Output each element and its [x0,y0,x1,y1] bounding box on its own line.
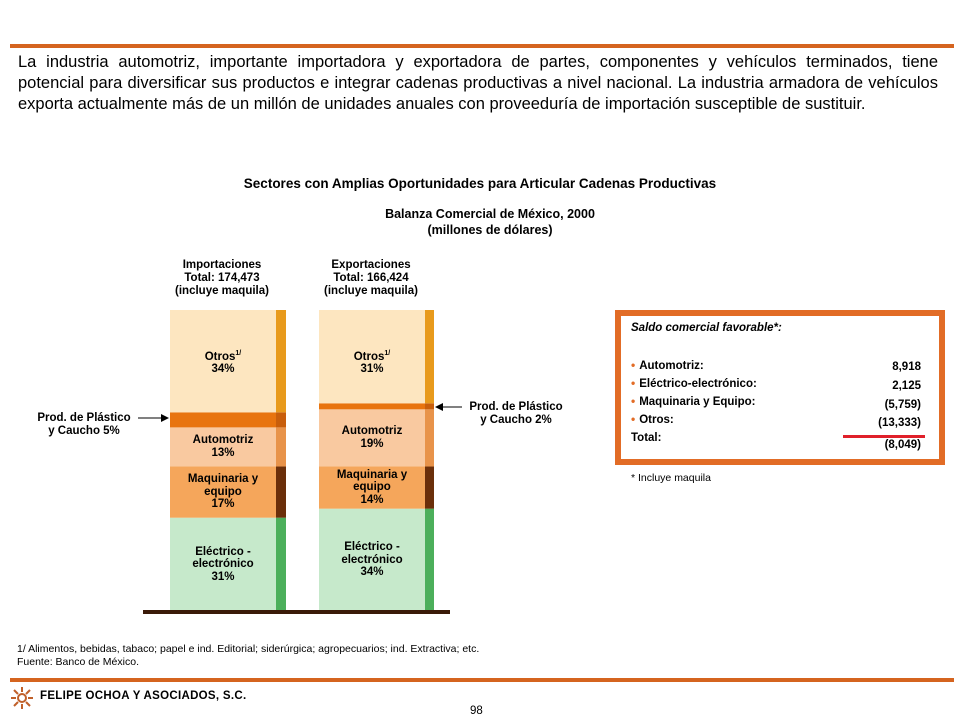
saldo-label: Maquinaria y Equipo: [639,396,756,408]
bullet-icon: • [631,394,636,408]
exports-header-total: Total: 166,424 [333,272,409,284]
source: Fuente: Banco de México. [17,656,139,668]
chart-subtitle: (millones de dólares) [427,223,553,237]
bar-accent-plastico-exports [425,403,434,409]
saldo-value-electrico: 2,125 [892,380,921,392]
bar-segment-plastico-imports [170,412,276,427]
segment-label-maquinaria-exports: Maquinaria y equipo 14% [336,468,408,506]
right-plastic-label-line1: Prod. de Plástico [469,401,563,413]
exports-header-line1: Exportaciones [331,259,411,271]
saldo-value-maquinaria: (5,759) [884,399,921,411]
saldo-box [615,310,945,465]
footnote: 1/ Alimentos, bebidas, tabaco; papel e ind. Editorial; siderúrgica; agropecuarios; ind. Extractiva; etc. [17,643,480,655]
bottom-rule [10,678,954,682]
brand-logo-icon [10,686,34,710]
left-plastic-label [24,412,144,438]
bullet-icon: • [631,376,636,390]
imports-header-line1: Importaciones [182,259,262,271]
saldo-label: Otros: [639,414,674,426]
imports-header-total: Total: 174,473 [184,272,260,284]
saldo-value-automotriz: 8,918 [892,361,921,373]
saldo-row-otros [631,412,674,426]
exports-header-note: (incluye maquila) [324,285,418,297]
segment-label-maquinaria-imports: Maquinaria y equipo 17% [187,473,259,511]
segment-label-electrico-exports: Eléctrico - electrónico 34% [341,541,403,579]
segment-label-automotriz-imports: Automotriz 13% [192,434,254,459]
saldo-row-automotriz [631,358,704,372]
segment-label-otros-exports: Otros$^{1/}$ 31% [353,349,391,375]
saldo-label: Automotriz: [639,360,704,372]
left-plastic-label-line1: Prod. de Plástico [37,412,131,424]
saldo-note: * Incluye maquila [631,472,711,484]
saldo-title: Saldo comercial favorable*: [631,322,782,334]
bar-segment-plastico-exports [319,403,425,409]
right-plastic-label [456,401,576,427]
saldo-row-maquinaria [631,394,756,408]
saldo-label: Eléctrico-electrónico: [639,378,757,390]
imports-header-note: (incluye maquila) [175,285,269,297]
saldo-row-electrico [631,376,757,390]
segment-label-electrico-imports: Eléctrico - electrónico 31% [192,545,254,583]
bullet-icon: • [631,358,636,372]
saldo-total-label: Total: [631,432,662,444]
segment-label-automotriz-exports: Automotriz 19% [341,425,403,450]
right-plastic-label-line2: y Caucho 2% [480,414,552,426]
page-number: 98 [470,705,483,717]
chart-title: Balanza Comercial de México, 2000 [385,207,595,221]
bar-accent-plastico-imports [276,412,286,427]
brand-name: FELIPE OCHOA Y ASOCIADOS, S.C. [40,690,247,702]
section-title: Sectores con Amplias Oportunidades para Articular Cadenas Productivas [243,176,717,191]
saldo-value-otros: (13,333) [878,417,921,429]
left-plastic-label-line2: y Caucho 5% [48,425,120,437]
intro-paragraph: La industria automotriz, importante importadora y exportadora de partes, componentes y vehículos terminados, tiene potencial para diversificar sus productos e integrar cadenas productivas a nivel nacional. La industria armadora de vehículos exporta actualmente más de un millón de unidades anuales con proveeduría de importación susceptible de sustituir. [18,53,938,113]
bullet-icon: • [631,412,636,426]
saldo-box-inner [620,315,940,460]
total-underline [843,435,925,438]
segment-label-otros-imports: Otros$^{1/}$ 34% [204,349,242,375]
saldo-total-value: (8,049) [884,439,921,451]
